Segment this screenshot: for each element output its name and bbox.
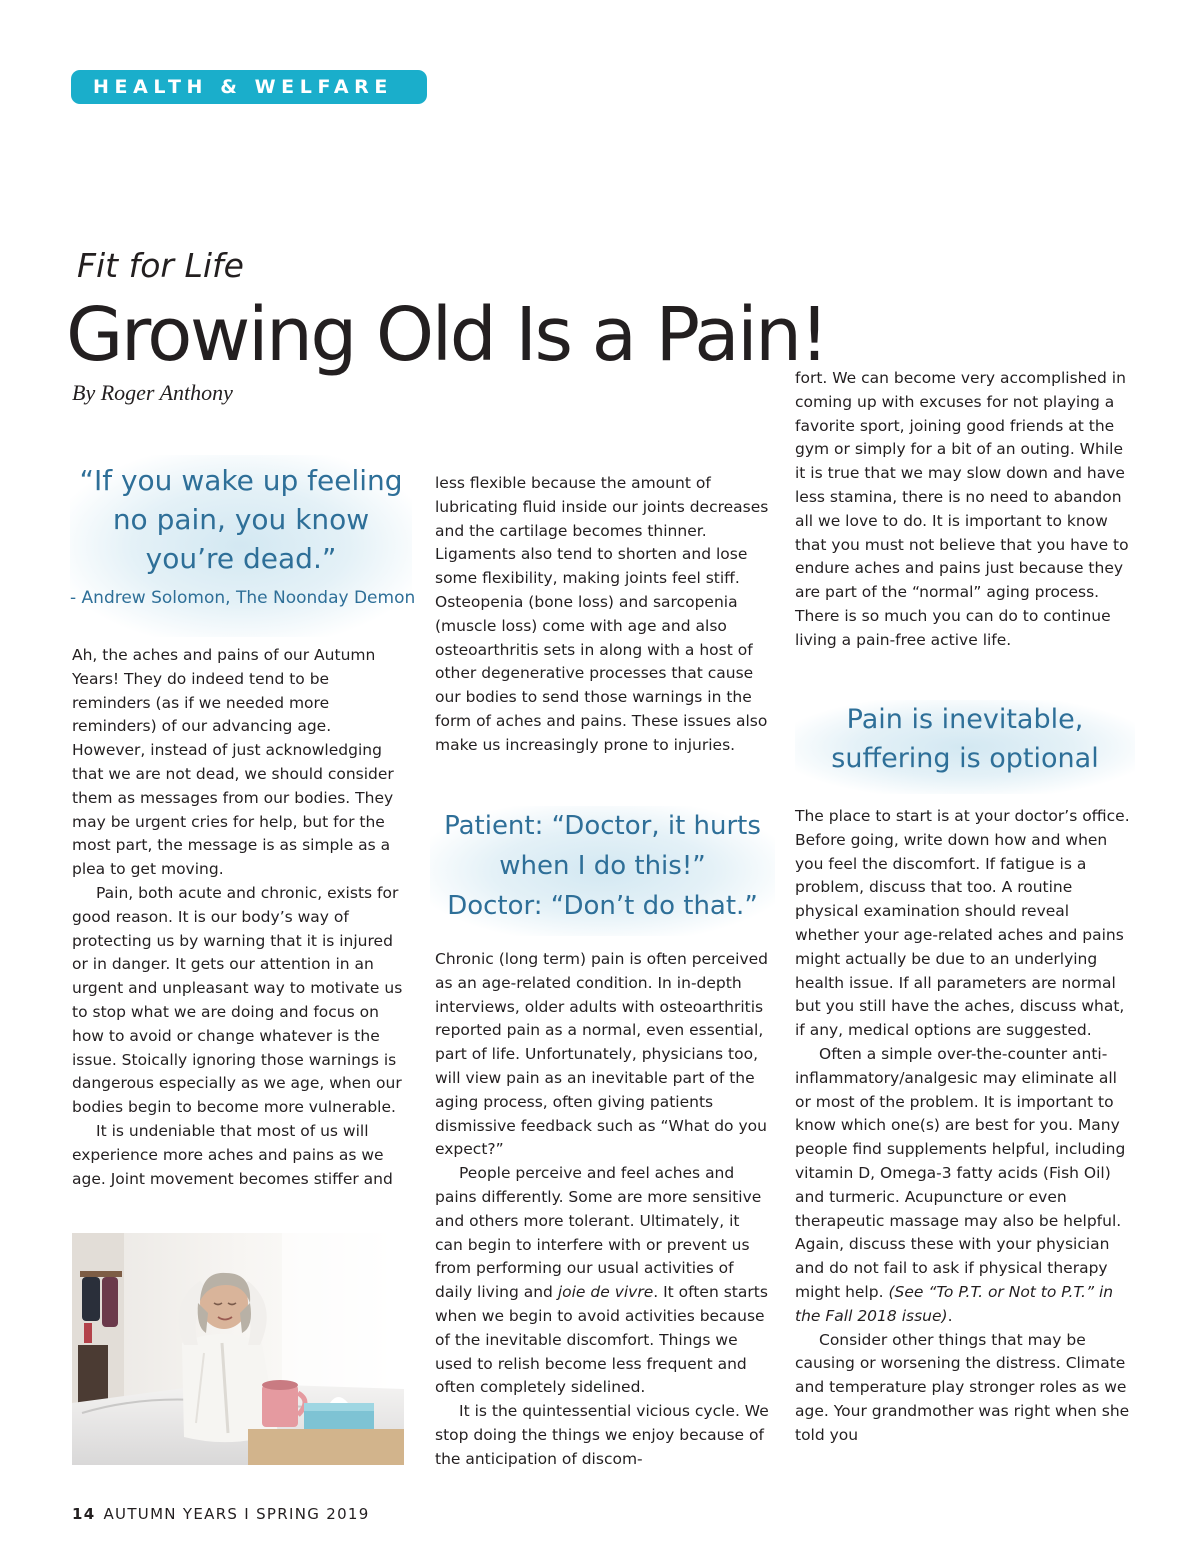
pullquote-line: you’re dead.” <box>145 542 337 575</box>
paragraph: Pain, both acute and chronic, exists for good reason. It is our body’s way of protecting us by warning that it is injured or in danger. It gets our attention in an urgent and unpleasant way to motivate us to stop what we are doing and focus on how to avoid or change whatever is the issue. Stoically ignoring those warnings is dangerous especially as we age, when our bodies begin to become more vulnerable. <box>72 883 403 1117</box>
paragraph: Ah, the aches and pains of our Autumn Years! They do indeed tend to be reminders (as if we needed more reminders) of our advancing age. However, instead of just acknowledging that we are not dead, we should consider them as messages from our bodies. They may be urgent cries for help, but for the most part, the message is as simple as a plea to get moving. <box>72 646 394 879</box>
pullquote-1 <box>70 455 416 637</box>
article-kicker: Fit for Life <box>77 246 244 285</box>
body-column-3-bottom <box>795 805 1131 1448</box>
pullquote-2 <box>430 806 775 936</box>
body-column-3-top <box>795 367 1131 653</box>
paragraph: Chronic (long term) pain is often perceived as an age-related condition. In in-depth interviews, older adults with osteoarthritis reported pain as a normal, even essential, part of life. Unfortunately, physicians too, will view pain as an inevitable part of the aging process, often giving patients dismissive feedback such as “What do you expect?” <box>435 950 769 1159</box>
paragraph: It is the quintessential vicious cycle. We stop doing the things we enjoy because of the anticipation of discom- <box>435 1402 769 1468</box>
paragraph: The place to start is at your doctor’s office. Before going, write down how and when you feel the discomfort. If fatigue is a problem, discuss that too. A routine physical examination should reveal whether your age-related aches and pains might actually be due to an underlying health issue. If all parameters are normal but you still have the aches, discuss what, if any, medical options are suggested. <box>795 807 1130 1040</box>
pullquote-line: when I do this!” <box>499 851 706 881</box>
pullquote-line: Pain is inevitable, <box>846 704 1084 735</box>
body-column-2-top <box>435 472 771 758</box>
paragraph-text: Often a simple over-the-counter anti-inflammatory/analgesic may eliminate all or most of the problem. It is important to know which one(s) are best for you. Many people find supplements helpful, including vitamin D, Omega-3 fatty acids (Fish Oil) and turmeric. Acupuncture or even therapeutic massage may also be helpful. Again, discuss these with your physician and do not fail to ask if physical therapy might help. <box>795 1044 1126 1301</box>
body-column-2-bottom <box>435 948 771 1472</box>
publication-info: AUTUMN YEARS I SPRING 2019 <box>103 1505 370 1523</box>
page-footer <box>72 1505 370 1523</box>
italic-phrase: joie de vivre <box>557 1283 654 1302</box>
article-title: Growing Old Is a Pain! <box>66 292 827 378</box>
paragraph-text: People perceive and feel aches and pains differently. Some are more sensitive and others more tolerant. Ultimately, it can begin to interfere with or prevent us from performing our usual activities of daily living and <box>435 1164 762 1302</box>
paragraph: It is undeniable that most of us will experience more aches and pains as we age. Joint movement becomes stiffer and <box>72 1121 393 1188</box>
byline: By Roger Anthony <box>72 380 233 405</box>
paragraph-text: . <box>947 1306 953 1325</box>
paragraph: fort. We can become very accomplished in coming up with excuses for not playing a favorite sport, joining good friends at the gym or simply for a bit of an outing. While it is true that we may slow down and have less stamina, there is no need to abandon all we love to do. It is important to know that you must not believe that you have to endure aches and pains just because they are part of the “normal” aging process. There is so much you can do to continue living a pain-free active life. <box>795 369 1129 649</box>
body-column-1 <box>72 644 408 1191</box>
paragraph <box>795 1043 1131 1329</box>
italic-reference: (See “To P.T. or Not to P.T.” in the Fall 2018 issue) <box>795 1282 1114 1325</box>
pullquote-line: “If you wake up feeling <box>79 464 403 497</box>
pullquote-attribution: - Andrew Solomon, The Noonday Demon <box>70 588 416 608</box>
section-label: HEALTH & WELFARE <box>71 70 427 104</box>
page-number: 14 <box>72 1505 96 1523</box>
pullquote-3 <box>795 700 1135 794</box>
photo-illustration <box>72 1233 404 1465</box>
paragraph <box>435 1162 771 1400</box>
paragraph-text: . It often starts when we begin to avoid activities because of the inevitable discomfort. Things we used to relish become less frequent and often completely sidelined. <box>435 1283 768 1397</box>
pullquote-line: suffering is optional <box>831 743 1099 774</box>
pullquote-line: Doctor: “Don’t do that.” <box>447 891 758 921</box>
paragraph: less flexible because the amount of lubricating fluid inside our joints decreases and the cartilage becomes thinner. Ligaments also tend to shorten and lose some flexibility, making joints feel stiff. Osteopenia (bone loss) and sarcopenia (muscle loss) come with age and also osteoarthritis sets in along with a host of other degenerative processes that cause our bodies to send those warnings in the form of aches and pains. These issues also make us increasingly prone to injuries. <box>435 474 769 754</box>
woman-stretching-photo <box>72 1233 404 1465</box>
paragraph: Consider other things that may be causing or worsening the distress. Climate and temperature play stronger roles as we age. Your grandmother was right when she told you <box>795 1330 1130 1444</box>
pullquote-line: no pain, you know <box>112 503 370 536</box>
pullquote-line: Patient: “Doctor, it hurts <box>444 811 761 841</box>
